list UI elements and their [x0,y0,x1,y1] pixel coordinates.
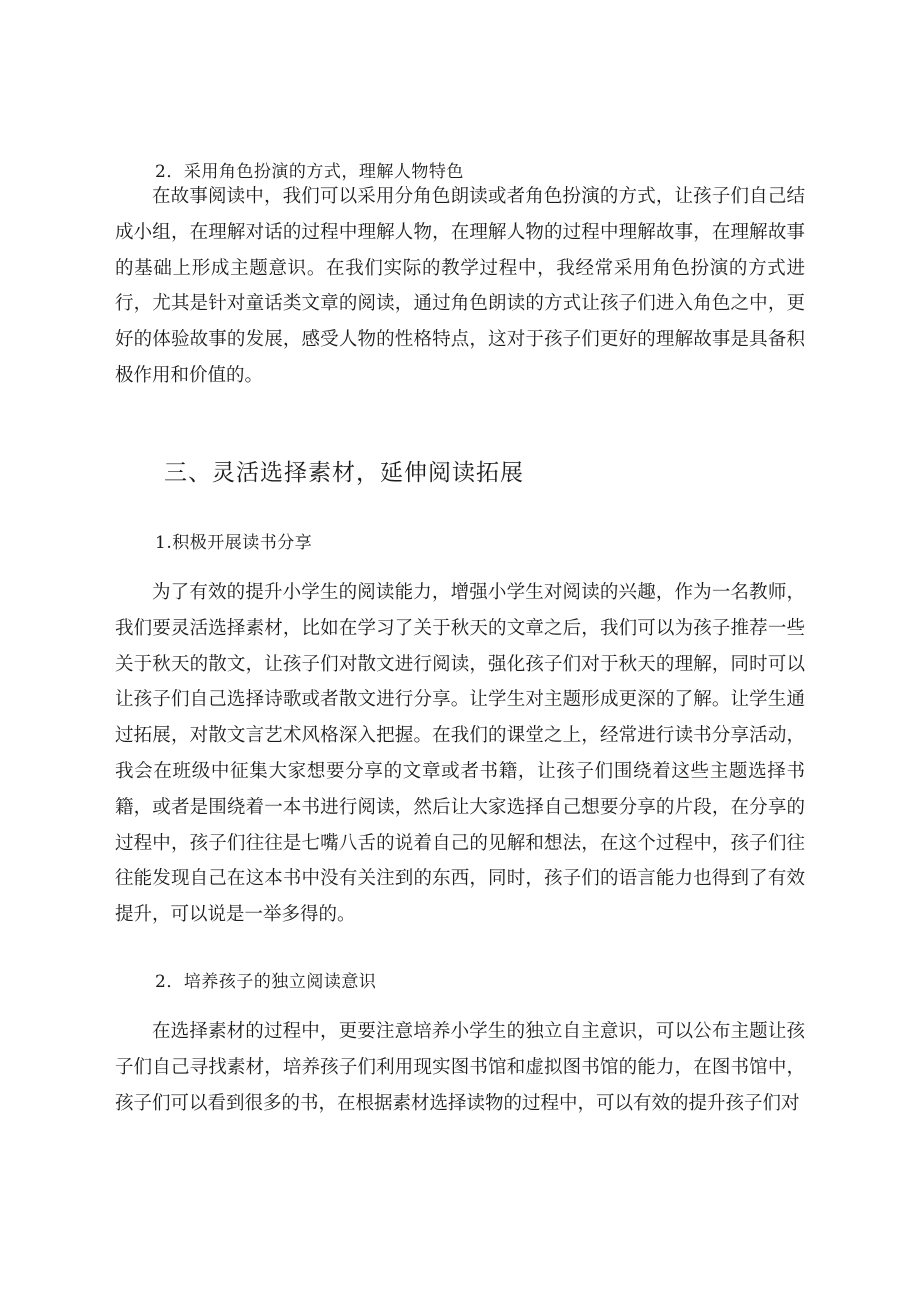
paragraph-role-play: 在故事阅读中，我们可以采用分角色朗读或者角色扮演的方式，让孩子们自己结成小组，在理解对话的过程中理解人物，在理解人物的过程中理解故事，在理解故事的基础上形成主题意识。在我们实际的教学过程中，我经常采用角色扮演的方式进行，尤其是针对童话类文章的阅读，通过角色朗读的方式让孩子们进入角色之中，更好的体验故事的发展，感受人物的性格特点，这对于孩子们更好的理解故事是具备积极作用和价值的。 [115,186,805,386]
paragraph-independent-reading: 在选择素材的过程中，更要注意培养小学生的独立自主意识，可以公布主题让孩子们自己寻找素材，培养孩子们利用现实图书馆和虚拟图书馆的能力，在图书馆中，孩子们可以看到很多的书，在根据素材选择读物的过程中，可以有效的提升孩子们对 [115,1021,805,1114]
section-heading-three: 三、灵活选择素材，延伸阅读拓展 [164,460,524,486]
paragraph-book-sharing: 为了有效的提升小学生的阅读能力，增强小学生对阅读的兴趣，作为一名教师，我们要灵活选择素材，比如在学习了关于秋天的文章之后，我们可以为孩子推荐一些关于秋天的散文，让孩子们对散文进行阅读，强化孩子们对于秋天的理解，同时可以让孩子们自己选择诗歌或者散文进行分享。让学生对主题形成更深的了解。让学生通过拓展，对散文言艺术风格深入把握。在我们的课堂之上，经常进行读书分享活动，我会在班级中征集大家想要分享的文章或者书籍，让孩子们围绕着这些主题选择书籍，或者是围绕着一本书进行阅读，然后让大家选择自己想要分享的片段，在分享的过程中，孩子们往往是七嘴八舌的说着自己的见解和想法，在这个过程中，孩子们往往能发现自己在这本书中没有关注到的东西，同时，孩子们的语言能力也得到了有效提升，可以说是一举多得的。 [115,582,805,926]
subheading-book-sharing: 1.积极开展读书分享 [155,533,313,553]
subheading-independent-reading: 2．培养孩子的独立阅读意识 [155,972,377,992]
subheading-role-play: 2．采用角色扮演的方式，理解人物特色 [155,162,464,182]
